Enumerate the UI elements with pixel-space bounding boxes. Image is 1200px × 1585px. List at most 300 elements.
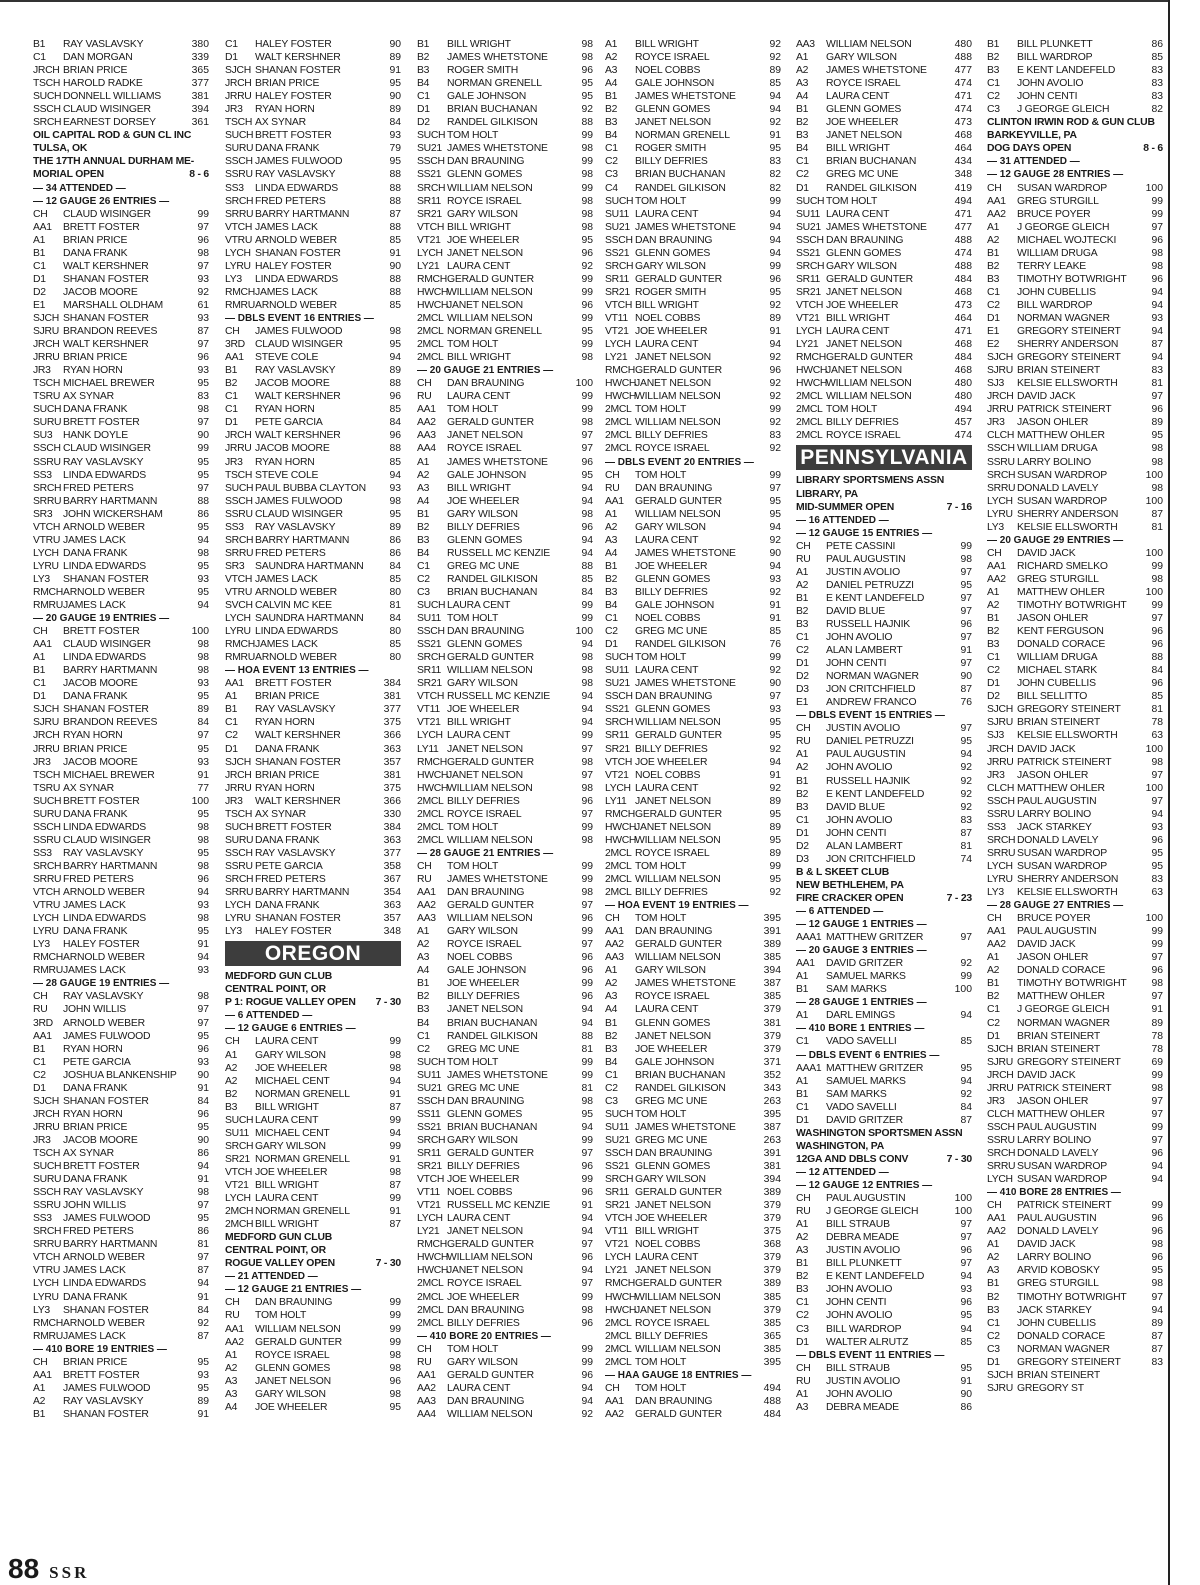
shooter-name: RYAN HORN (63, 730, 123, 742)
score: 97 (581, 808, 593, 820)
result-row (225, 912, 401, 925)
score: 91 (769, 613, 781, 625)
score: 83 (1151, 365, 1163, 377)
shooter-name: JAMES FULWOOD (255, 156, 343, 168)
result-row (796, 1075, 972, 1088)
score: 93 (769, 573, 781, 585)
result-row (987, 1343, 1163, 1356)
page-footer (8, 1553, 89, 1585)
score: 96 (581, 65, 593, 77)
result-row (987, 912, 1163, 925)
result-row (225, 129, 401, 142)
score: 92 (769, 391, 781, 403)
class-code: B4 (605, 1056, 618, 1068)
shooter-name: DAN BRAUNING (635, 482, 713, 494)
class-code: AA1 (605, 1395, 624, 1407)
shooter-name: JAMES LACK (63, 1330, 126, 1342)
result-row (33, 429, 209, 442)
class-code: A4 (605, 78, 618, 90)
score: 99 (960, 540, 972, 552)
class-code: D3 (796, 684, 809, 696)
class-code: LYRU (225, 913, 251, 925)
shooter-name: BILL WRIGHT (255, 1219, 319, 1231)
result-row (796, 221, 972, 234)
class-code: SJRU (987, 717, 1013, 729)
shooter-name: GLENN GOMES (635, 1161, 711, 1173)
score: 99 (581, 1356, 593, 1368)
shooter-name: MATTHEW OHLER (1017, 1108, 1105, 1120)
result-row (605, 429, 781, 442)
result-row (796, 1296, 972, 1309)
score: 98 (1151, 1082, 1163, 1094)
result-row (605, 821, 781, 834)
result-row (796, 592, 972, 605)
score: 92 (769, 782, 781, 794)
score: 98 (581, 195, 593, 207)
result-row (796, 234, 972, 247)
shooter-name: WILLIAM NELSON (635, 391, 721, 403)
class-code: SSCH (605, 234, 633, 246)
result-row (605, 234, 781, 247)
shooter-name: ROYCE ISRAEL (826, 430, 901, 442)
score: 92 (960, 775, 972, 787)
shooter-name: ROGER SMITH (447, 65, 519, 77)
shooter-name: WALT KERSHNER (63, 339, 149, 351)
shooter-name: WILLIAM NELSON (447, 834, 533, 846)
shooter-name: AX SYNAR (63, 391, 114, 403)
score: 488 (954, 234, 972, 246)
result-row (605, 38, 781, 51)
class-code: SR3 (225, 560, 245, 572)
result-row (796, 683, 972, 696)
score: 91 (389, 1153, 401, 1165)
shooter-name: LINDA EDWARDS (63, 469, 147, 481)
score: 97 (1151, 1095, 1163, 1107)
score: 99 (581, 730, 593, 742)
class-code: 2MCL (417, 821, 444, 833)
result-row (605, 625, 781, 638)
class-code: VTRU (33, 900, 61, 912)
class-code: A1 (225, 1349, 238, 1361)
class-code: D2 (987, 691, 1000, 703)
shooter-name: WILLIAM NELSON (635, 508, 721, 520)
result-row (33, 1043, 209, 1056)
score: 81 (389, 600, 401, 612)
score: 97 (581, 1147, 593, 1159)
score: 379 (763, 1030, 781, 1042)
shooter-name: RAY VASLAVSKY (63, 991, 144, 1003)
score: 91 (769, 130, 781, 142)
class-code: 2MCL (605, 887, 632, 899)
score: 375 (383, 782, 401, 794)
score: 94 (581, 639, 593, 651)
shooter-name: MATTHEW OHLER (1017, 430, 1105, 442)
score: 92 (960, 958, 972, 970)
score: 97 (960, 566, 972, 578)
class-code: CH (225, 326, 240, 338)
class-code: 2MCL (605, 430, 632, 442)
class-code: SURU (33, 808, 62, 820)
class-code: LYRU (33, 926, 59, 938)
result-row (417, 1095, 593, 1108)
class-code: LYCH (33, 913, 59, 925)
result-row (987, 1108, 1163, 1121)
shooter-name: DANA FRANK (255, 743, 320, 755)
score: 371 (763, 1056, 781, 1068)
result-row (225, 482, 401, 495)
result-row (225, 77, 401, 90)
result-row (225, 247, 401, 260)
event-title (225, 996, 401, 1009)
shooter-name: GARY WILSON (447, 1134, 518, 1146)
score: 92 (769, 665, 781, 677)
score: 385 (763, 1291, 781, 1303)
result-row (225, 716, 401, 729)
section-subheading: — 12 GAUGE 21 ENTRIES — (225, 1284, 362, 1296)
shooter-name: BRETT FOSTER (63, 417, 140, 429)
class-code: SS11 (417, 1108, 441, 1120)
result-row (417, 1212, 593, 1225)
result-row (605, 769, 781, 782)
class-code: SUCH (33, 795, 62, 807)
result-row (417, 195, 593, 208)
class-code: AAA1 (796, 1062, 822, 1074)
shooter-name: JANET NELSON (255, 1375, 331, 1387)
result-row (796, 970, 972, 983)
score: 93 (197, 900, 209, 912)
result-row (417, 1056, 593, 1069)
score: 93 (389, 482, 401, 494)
result-row (796, 827, 972, 840)
result-row (605, 1030, 781, 1043)
result-row (417, 456, 593, 469)
result-row (417, 782, 593, 795)
class-code: SRCH (417, 182, 446, 194)
result-row (605, 664, 781, 677)
shooter-name: DAVID JACK (1017, 1239, 1076, 1251)
score: 91 (389, 247, 401, 259)
shooter-name: GARY WILSON (447, 208, 518, 220)
result-row (605, 155, 781, 168)
shooter-name: VADO SAVELLI (826, 1036, 897, 1048)
shooter-name: SAMUEL MARKS (826, 971, 906, 983)
result-row (33, 1304, 209, 1317)
score: 92 (769, 39, 781, 50)
score: 99 (769, 195, 781, 207)
class-code: AA2 (225, 1336, 244, 1348)
class-code: 3RD (33, 1017, 53, 1029)
result-row (987, 286, 1163, 299)
class-code: VTCH (605, 756, 633, 768)
shooter-name: JAMES FULWOOD (63, 1382, 151, 1394)
event-date: 7 - 23 (946, 892, 972, 904)
class-code: C1 (987, 1004, 1000, 1016)
score: 91 (389, 1206, 401, 1218)
shooter-name: LAURA CENT (635, 665, 699, 677)
class-code: B4 (605, 130, 618, 142)
score: 82 (769, 182, 781, 194)
result-row (987, 990, 1163, 1003)
shooter-name: DANA FRANK (63, 691, 128, 703)
score: 96 (1151, 404, 1163, 416)
class-code: RU (417, 1356, 432, 1368)
shooter-name: GREGORY ST (1017, 1382, 1084, 1394)
class-code: SSCH (605, 1147, 633, 1159)
shooter-name: ANDREW FRANCO (826, 697, 917, 709)
score: 99 (1151, 926, 1163, 938)
shooter-name: GLENN GOMES (447, 639, 523, 651)
score: 84 (389, 117, 401, 129)
result-row (987, 1382, 1163, 1395)
shooter-name: GERALD GUNTER (635, 273, 722, 285)
score: 83 (1151, 1356, 1163, 1368)
score: 94 (769, 221, 781, 233)
score: 89 (389, 521, 401, 533)
result-row (417, 234, 593, 247)
score: 81 (1151, 378, 1163, 390)
score: 98 (389, 1388, 401, 1400)
club-header: MEDFORD GUN CLUB (225, 1232, 333, 1244)
shooter-name: LAURA CENT (447, 730, 511, 742)
result-row (225, 925, 401, 938)
shooter-name: JOE WHEELER (255, 1062, 328, 1074)
result-row (796, 403, 972, 416)
shooter-name: JANET NELSON (635, 1200, 711, 1212)
shooter-name: DAVID GRITZER (826, 958, 903, 970)
result-row (987, 38, 1163, 51)
shooter-name: AX SYNAR (63, 782, 114, 794)
shooter-name: PETE GARCIA (63, 1056, 131, 1068)
shooter-name: JACOB MOORE (63, 678, 138, 690)
result-row (225, 390, 401, 403)
score: 477 (954, 221, 972, 233)
result-row (33, 234, 209, 247)
class-code: AA1 (796, 958, 815, 970)
result-row (605, 1212, 781, 1225)
result-row (225, 729, 401, 742)
score: 85 (769, 626, 781, 638)
section-subheading: — 28 GAUGE 27 ENTRIES — (987, 900, 1124, 912)
shooter-name: GLENN GOMES (447, 1108, 523, 1120)
class-code: A2 (987, 965, 1000, 977)
score: 96 (769, 365, 781, 377)
score: 92 (769, 586, 781, 598)
shooter-name: GREGORY STEINERT (1017, 1356, 1121, 1368)
result-row (987, 938, 1163, 951)
class-code: C3 (605, 169, 618, 181)
shooter-name: JASON OHLER (1017, 769, 1089, 781)
class-code: 2MCL (605, 1317, 632, 1329)
result-row (33, 1069, 209, 1082)
score: 94 (581, 717, 593, 729)
result-row (33, 103, 209, 116)
result-row (33, 1030, 209, 1043)
shooter-name: JAMES WHETSTONE (447, 874, 548, 885)
result-row (987, 716, 1163, 729)
event-name: DOG DAYS OPEN (987, 143, 1072, 155)
class-code: VT21 (417, 234, 441, 246)
club-header: TULSA, OK (33, 143, 88, 155)
score: 89 (197, 1395, 209, 1407)
shooter-name: RAY VASLAVSKY (255, 704, 336, 716)
shooter-name: JACK STARKEY (1017, 1304, 1092, 1316)
class-code: LY3 (33, 573, 50, 585)
result-row (987, 1030, 1163, 1043)
result-row (33, 286, 209, 299)
score: 97 (1151, 795, 1163, 807)
class-code: AA2 (417, 417, 436, 429)
result-row (33, 364, 209, 377)
class-code: SS3 (987, 821, 1006, 833)
result-row (417, 155, 593, 168)
shooter-name: BILL WRIGHT (635, 1226, 699, 1238)
shooter-name: DANA FRANK (63, 1291, 128, 1303)
class-code: D1 (33, 273, 46, 285)
shooter-name: JAMES FULWOOD (255, 326, 343, 338)
score: 93 (1151, 821, 1163, 833)
score: 96 (581, 991, 593, 1003)
result-row (417, 1017, 593, 1030)
class-code: CH (417, 1343, 432, 1355)
class-code: A4 (796, 91, 809, 103)
result-row (987, 1134, 1163, 1147)
score: 389 (763, 1278, 781, 1290)
shooter-name: JOE WHEELER (447, 1174, 520, 1186)
shooter-name: LAURA CENT (635, 208, 699, 220)
result-row (33, 325, 209, 338)
class-code: 2MCL (417, 1317, 444, 1329)
shooter-name: RAY VASLAVSKY (255, 365, 336, 377)
result-row (605, 1095, 781, 1108)
shooter-name: TOM HOLT (447, 860, 499, 872)
shooter-name: JAMES WHETSTONE (635, 678, 736, 690)
score: 96 (197, 874, 209, 885)
score: 90 (769, 547, 781, 559)
shooter-name: RAY VASLAVSKY (255, 847, 336, 859)
result-row (417, 469, 593, 482)
class-code: A2 (417, 939, 430, 951)
result-row (33, 1277, 209, 1290)
shooter-name: SHERRY ANDERSON (1017, 874, 1119, 885)
class-code: SRRU (33, 1239, 62, 1251)
shooter-name: DONALD LAVELY (1017, 834, 1099, 846)
score: 95 (769, 717, 781, 729)
class-code: AA1 (225, 678, 244, 690)
score: 480 (954, 391, 972, 403)
score: 100 (1145, 913, 1163, 925)
class-code: SRCH (605, 260, 634, 272)
result-row (605, 51, 781, 64)
shooter-name: GALE JOHNSON (635, 1056, 715, 1068)
class-code: 2MCL (417, 1291, 444, 1303)
score: 98 (1151, 1278, 1163, 1290)
result-row (417, 1369, 593, 1382)
result-row (225, 416, 401, 429)
class-code: RMCH (33, 586, 63, 598)
class-code: SSCH (33, 443, 61, 455)
shooter-name: JOHN CUBELLIS (1017, 1317, 1096, 1329)
result-row (987, 1147, 1163, 1160)
score: 98 (389, 1349, 401, 1361)
result-row (605, 860, 781, 873)
class-code: B3 (417, 534, 430, 546)
shooter-name: WILLIAM NELSON (635, 952, 721, 964)
shooter-name: ROYCE ISRAEL (447, 808, 522, 820)
class-code: A2 (33, 1395, 46, 1407)
score: 95 (581, 326, 593, 338)
score: 89 (769, 821, 781, 833)
score: 379 (763, 1004, 781, 1016)
shooter-name: BILL WRIGHT (635, 299, 699, 311)
shooter-name: DAVID JACK (1017, 1069, 1076, 1081)
score: 97 (581, 743, 593, 755)
section-subheading: — DBLS EVENT 6 ENTRIES — (796, 1049, 940, 1061)
score: 84 (197, 1304, 209, 1316)
class-code: SJCH (33, 704, 59, 716)
class-code: SUCH (33, 404, 62, 416)
shooter-name: PATRICK STEINERT (1017, 1082, 1112, 1094)
score: 91 (197, 1408, 209, 1420)
score: 494 (954, 195, 972, 207)
score: 94 (197, 600, 209, 612)
score: 81 (581, 1082, 593, 1094)
shooter-name: GALE JOHNSON (635, 78, 715, 90)
shooter-name: DANA FRANK (63, 547, 128, 559)
result-row (33, 1199, 209, 1212)
shooter-name: BRIAN STEINERT (1017, 365, 1101, 377)
class-code: HWCH (417, 782, 449, 794)
shooter-name: KELSIE ELLSWORTH (1017, 730, 1118, 742)
result-row (987, 182, 1163, 195)
shooter-name: MATTHEW GRITZER (826, 1062, 924, 1074)
shooter-name: ARNOLD WEBER (63, 586, 145, 598)
score: 94 (581, 1226, 593, 1238)
class-code: HWCH (796, 378, 828, 390)
shooter-name: LINDA EDWARDS (255, 273, 339, 285)
shooter-name: TOM HOLT (635, 1356, 687, 1368)
score: 98 (581, 169, 593, 181)
score: 98 (197, 913, 209, 925)
shooter-name: MICHAEL CENT (255, 1075, 330, 1087)
class-code: C2 (796, 645, 809, 657)
class-code: SSCH (605, 691, 633, 703)
shooter-name: NOEL COBBS (447, 952, 513, 964)
score: 98 (197, 834, 209, 846)
score: 96 (1151, 273, 1163, 285)
score: 99 (581, 130, 593, 142)
result-row (33, 1369, 209, 1382)
shooter-name: JANET NELSON (447, 769, 523, 781)
shooter-name: BRETT FOSTER (63, 1161, 140, 1173)
result-row (33, 77, 209, 90)
result-row (987, 1160, 1163, 1173)
result-row (225, 142, 401, 155)
shooter-name: GARY WILSON (826, 52, 897, 64)
class-code: RMCH (225, 286, 255, 298)
class-code: C1 (33, 1056, 46, 1068)
score: 97 (197, 417, 209, 429)
class-code: SJCH (33, 312, 59, 324)
score: 99 (960, 971, 972, 983)
class-code: RMCH (33, 1317, 63, 1329)
class-code: B1 (987, 1278, 1000, 1290)
shooter-name: NOEL COBBS (635, 1239, 701, 1251)
result-row (417, 873, 593, 886)
class-code: SR11 (605, 730, 630, 742)
class-code: A1 (987, 586, 1000, 598)
result-row (417, 286, 593, 299)
score: 381 (763, 1017, 781, 1029)
